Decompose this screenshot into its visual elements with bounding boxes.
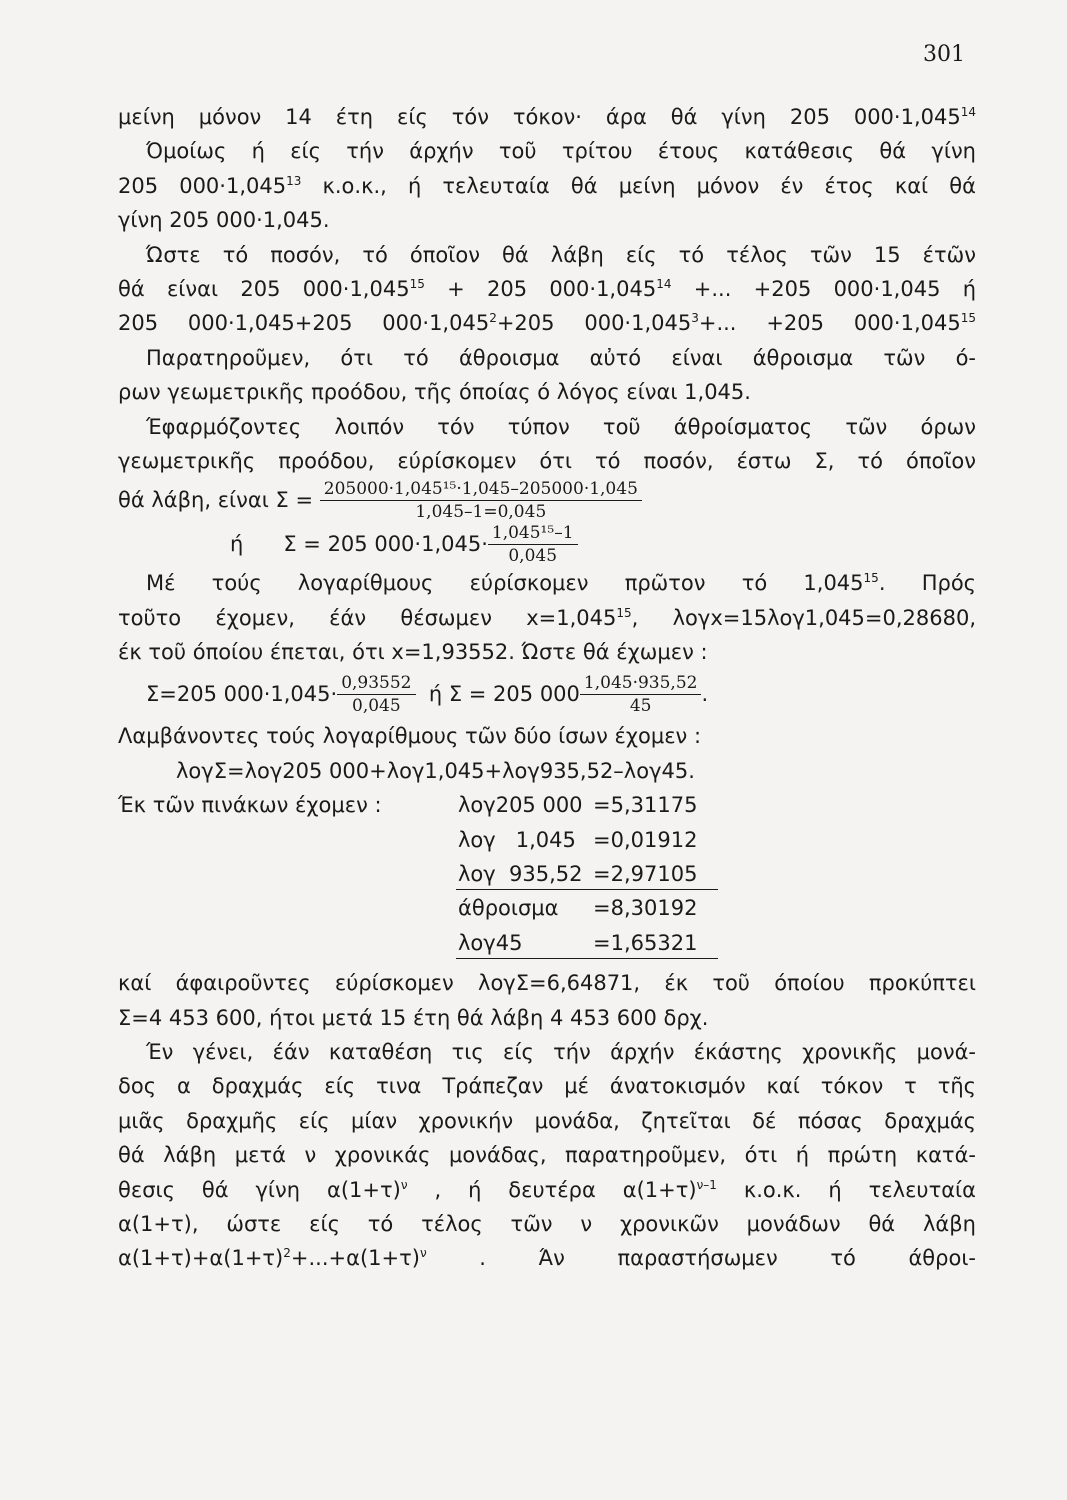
text-line: γίνη 205 000·1,045. (118, 208, 330, 233)
text-line: Σ=4 453 600, ήτοι μετά 15 έτη θά λάβη 4 453 600 δρχ. (118, 1005, 709, 1030)
equation-result: Σ=205 000·1,045· $\frac{0,93552}{0,045}$ ή Σ = 205 000 $\frac{1,045\cdot 935,52}{45}$ . (146, 672, 709, 716)
log-row: λογ45 =1,65321 (118, 926, 976, 960)
text-line: καί άφαιροῦντες εύρίσκομεν λογΣ=6,64871, έκ τοῦ όποίου προκύπτει (118, 971, 976, 996)
text-line: Ώστε τό ποσόν, τό όποῖον θά λάβη είς τό τέλος τῶν 15 έτῶν (146, 242, 976, 267)
difference-rule (456, 958, 718, 959)
log-row: λογ 1,045 =0,01912 (458, 827, 698, 852)
text-line: έκ τοῦ όποίου έπεται, ότι x=1,93552. Ώστε θά έχωμεν : (118, 640, 708, 665)
text-line: 205 $000\cdot 1,045^{13}$ κ.ο.κ., ή τελευταία θά μείνη μόνον έν έτος καί θά (118, 173, 976, 198)
text-line: Έν γένει, έάν καταθέση τις είς τήν άρχήν έκάστης χρονικῆς μονά- (146, 1039, 976, 1064)
page-number: 301 (923, 42, 965, 67)
text-line: $\alpha(1+\tau)+\alpha(1+\tau)^2+...+\alpha(1+\tau)^\nu$ . Άν παραστήσωμεν τό άθροι- (118, 1246, 976, 1271)
text-line: μιᾶς δραχμῆς είς μίαν χρονικήν μονάδα, ζητεῖται δέ πόσας δραχμάς (118, 1108, 976, 1133)
equation-sum: θά λάβη, είναι Σ = $\frac{\text{205000·1,045¹⁵·1,045–205000·1,045}}{1,045-1=0,045}$ (118, 478, 976, 522)
fraction: $\frac{\text{1,045¹⁵–1}}{0,045}$ (488, 522, 578, 567)
text-line: Μέ τούς λογαρίθμους εύρίσκομεν πρῶτον τό 1,045$^{15}$. Πρός (146, 571, 976, 596)
fraction: $\frac{0,93552}{0,045}$ (337, 672, 415, 717)
log-row: λογ 935,52 =2,97105 (118, 857, 976, 891)
text-line: γεωμετρικῆς προόδου, εύρίσκομεν ότι τό ποσόν, έστω Σ, τό όποῖον (118, 448, 976, 473)
log-row: Έκ τῶν πινάκων έχομεν : λογ205 000 =5,31175 (118, 793, 698, 818)
log-row: άθροισμα =8,30192 (458, 896, 698, 921)
text-line: θεσις θά γίνη $\alpha(1+\tau)^\nu$ , ή δευτέρα $\alpha(1+\tau)^{\nu-1}$ κ.ο.κ. ή τελευταία (118, 1177, 977, 1202)
text-line: μείνη μόνον 14 έτη είς τόν τόκον· άρα θά γίνη 205 $000\cdot 1,045^{14}$ (118, 105, 976, 129)
fraction: $\frac{1,045\cdot 935,52}{45}$ (580, 672, 702, 717)
text-line: Έφαρμόζοντες λοιπόν τόν τύπον τοῦ άθροίσματος τῶν όρων (146, 414, 976, 439)
text-line: Παρατηροῦμεν, ότι τό άθροισμα αὐτό είναι άθροισμα τῶν ό- (146, 345, 976, 370)
text-line: Λαμβάνοντες τούς λογαρίθμους τῶν δύο ίσων έχομεν : (118, 724, 702, 749)
sum-rule (456, 889, 718, 890)
text-line: θά λάβη μετά ν χρονικάς μονάδας, παρατηροῦμεν, ότι ή πρώτη κατά- (118, 1143, 976, 1168)
equation-simplified: ή Σ = 205 000·1,045· $\frac{\text{1,045¹⁵–1}}{0,045}$ (118, 522, 976, 566)
text-line: 205 000·1,045+205 $000\cdot 1,045^2+205$ $000\cdot 1,045^3+$... +205 $000\cdot 1,045^{15}$ (118, 311, 976, 336)
text-line: Όμοίως ή είς τήν άρχήν τοῦ τρίτου έτους κατάθεσις θά γίνη (146, 139, 976, 164)
text-line: τοῦτο έχομεν, έάν θέσωμεν $x=1,045^{15}$, λογx=15λογ1,045=0,28680, (118, 605, 977, 630)
fraction: $\frac{\text{205000·1,045¹⁵·1,045–205000·1,045}}{1,045-1=0,045}$ (320, 478, 642, 523)
text-line: λογΣ=λογ205 000+λογ1,045+λογ935,52–λογ45. (176, 758, 695, 783)
text-line: α(1+τ), ώστε είς τό τέλος τῶν ν χρονικῶν μονάδων θά λάβη (118, 1211, 976, 1236)
text-line: θά είναι 205 $000\cdot 1,045^{15} + 205$ $000\cdot 1,045^{14}$ +... +205 000·1,045 ή (118, 276, 977, 301)
page-body (118, 100, 976, 1276)
text-line: ρων γεωμετρικῆς προόδου, τῆς όποίας ό λόγος είναι 1,045. (118, 380, 751, 405)
text-line: δος α δραχμάς είς τινα Τράπεζαν μέ άνατοκισμόν καί τόκον τ τῆς (118, 1074, 976, 1099)
